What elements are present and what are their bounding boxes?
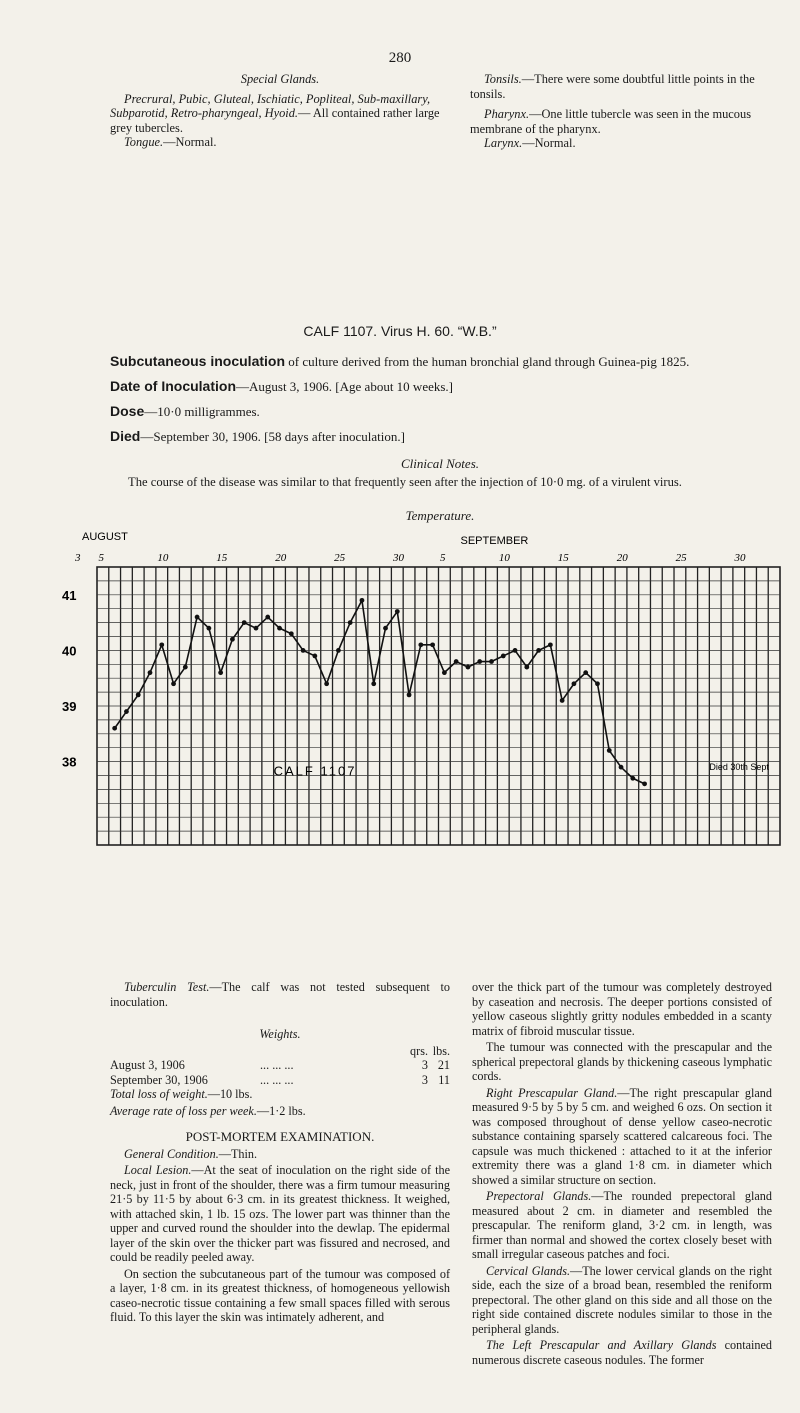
temperature-heading: Temperature. bbox=[405, 508, 475, 523]
general-text: Thin. bbox=[230, 1146, 258, 1161]
temperature-chart bbox=[60, 530, 800, 865]
x-tick-label: 10 bbox=[498, 552, 510, 564]
clinical-text-body: The course of the disease was similar to that frequently seen after the injection of 10·0 mg. of a virulent virus. bbox=[128, 475, 682, 489]
temperature-point bbox=[524, 665, 529, 670]
temperature-point bbox=[395, 609, 400, 614]
temperature-point bbox=[265, 615, 270, 620]
x-tick-label: 25 bbox=[675, 552, 687, 564]
temperature-point bbox=[418, 642, 423, 647]
temperature-point bbox=[195, 615, 200, 620]
weight-row bbox=[110, 1073, 450, 1088]
temperature-point bbox=[360, 598, 365, 603]
temperature-point bbox=[430, 642, 435, 647]
lbs-unit: lbs. bbox=[432, 1043, 450, 1058]
weights-units-row bbox=[110, 1044, 450, 1059]
total-loss-label: Total loss of weight. bbox=[110, 1087, 208, 1101]
local-text: At the seat of inoculation on the right side of the neck, just in front of the shoulder, there was a firm tumour measuring 21·5 by 11·5 by about 6·3 cm. in its greatest thickness. It weighed, with attached skin, 1 lb. 15 ozs. The lower part was thinner than the upper and curved round the shoulder into the dewlap. The epidermal layer of the skin over the thicker part was fissured and necrosed, and could be readily peeled away. bbox=[110, 1163, 451, 1264]
temperature-point bbox=[489, 659, 494, 664]
y-tick-label: 41 bbox=[62, 587, 77, 603]
x-tick-label: 20 bbox=[275, 552, 287, 564]
x-tick-label: 30 bbox=[734, 552, 746, 564]
weight-row bbox=[110, 1058, 450, 1073]
right-prescapular-paragraph: Right Prescapular Gland.—The right prescapular gland measured 9·5 by 5 by 5 cm. and weighed 6 ozs. On section it was composed throughout of dense yellow caseo-necrotic substance containing sparsely scattered calcareous foci. The capsule was much thickened : attached to it at the inferior extremity there was a gland 1·8 cm. in diameter which showed a similar structure on section. bbox=[472, 1085, 772, 1187]
average-loss-value: —1·2 lbs. bbox=[256, 1103, 306, 1118]
temperature-point bbox=[312, 654, 317, 659]
weight-lbs: 21 bbox=[437, 1058, 450, 1072]
glands-text: All contained rather large grey tubercles. bbox=[110, 106, 440, 135]
x-tick-label: 25 bbox=[334, 552, 346, 564]
tumour-paragraph: over the thick part of the tumour was completely destroyed by caseation and necrosis. The deeper portions consisted of yellow caseous slightly gritty nodules embedded in a scanty matrix of fibroid muscular tissue. bbox=[472, 980, 772, 1038]
temperature-point bbox=[230, 637, 235, 642]
temperature-point bbox=[560, 698, 565, 703]
right-prescapular-label: Right Prescapular Gland. bbox=[486, 1085, 618, 1100]
x-tick-label: 5 bbox=[440, 552, 446, 564]
temperature-point bbox=[630, 776, 635, 781]
tonsils-label: Tonsils. bbox=[484, 72, 522, 86]
temperature-point bbox=[477, 659, 482, 664]
larynx-text: Normal. bbox=[534, 136, 576, 151]
local-label: Local Lesion. bbox=[124, 1163, 192, 1177]
case-heading: CALF 1107. Virus H. 60. “W.B.” bbox=[303, 323, 497, 339]
section-paragraph: On section the subcutaneous part of the tumour was composed of a layer, 1·8 cm. in its greatest thickness, of homogeneous yellowish caseo-necrotic tissue containing a few small spaces filled with serous fluid. To this layer the skin was intimately adherent, and bbox=[110, 1266, 450, 1324]
y-tick-label: 39 bbox=[62, 699, 77, 714]
temperature-point bbox=[454, 659, 459, 664]
prepectoral-paragraph: Prepectoral Glands.—The rounded prepectoral gland measured about 2 cm. in diameter and resembled the prescapular. The reniform gland, 3·2 cm. in length, was firmer than normal and showed the cortex closely beset with small irregular caseous patches and foci. bbox=[472, 1189, 772, 1261]
glands-label: Precrural, Pubic, Gluteal, Ischiatic, Popliteal, Sub-maxillary, Subparotid, Retro-pharyngeal, Hyoid. bbox=[110, 91, 431, 121]
x-tick-label: 30 bbox=[392, 552, 404, 564]
qrs-unit: qrs. bbox=[410, 1043, 428, 1058]
connection-paragraph: The tumour was connected with the prescapular and the spherical prepectoral glands by thickening caseous lymphatic cords. bbox=[472, 1040, 772, 1083]
temperature-point bbox=[159, 642, 164, 647]
cervical-paragraph: Cervical Glands.—The lower cervical glands on the right side, each the size of a broad bean, resembled the reniform prepectoral. The other gland on this side and all those on the right side contained discrete nodules similar to those in the peripheral glands. bbox=[472, 1263, 772, 1336]
inoculation-line bbox=[110, 353, 770, 370]
temperature-point bbox=[371, 681, 376, 686]
temperature-point bbox=[548, 642, 553, 647]
temperature-point bbox=[183, 665, 188, 670]
temperature-point bbox=[642, 781, 647, 786]
temperature-point bbox=[112, 726, 117, 731]
tonsils-paragraph: Tonsils.—There were some doubtful little points in the tonsils. bbox=[470, 72, 755, 101]
special-glands-heading: Special Glands. bbox=[240, 72, 320, 86]
dose-line bbox=[110, 403, 770, 420]
tongue-paragraph: Tongue.—Normal. bbox=[124, 135, 217, 150]
temperature-point bbox=[501, 654, 506, 659]
tuberculin-paragraph: Tuberculin Test.—The calf was not tested subsequent to inoculation. bbox=[110, 980, 450, 1009]
y-tick-label: 40 bbox=[62, 643, 77, 659]
y-tick-label: 38 bbox=[62, 754, 77, 770]
temperature-point bbox=[513, 648, 518, 653]
temperature-point bbox=[242, 620, 247, 625]
temperature-point bbox=[442, 670, 447, 675]
tonsils-text: There were some doubtful little points in the tonsils. bbox=[470, 72, 755, 101]
month-label: SEPTEMBER bbox=[460, 535, 529, 547]
clinical-text bbox=[110, 475, 770, 489]
temperature-point bbox=[301, 648, 306, 653]
temperature-point bbox=[171, 681, 176, 686]
right-prescapular-text: The right prescapular gland measured 9·5 by 5 by 5 cm. and weighed 6 ozs. On section it was composed throughout of dense yellow caseo-necrotic substance containing sparsely scattered calcareous foci. The capsule was much thickened : attached to it at the inferior extremity there was a gland 1·8 cm. in diameter which showed a similar structure on section. bbox=[472, 1085, 772, 1187]
pharynx-text: One little tubercle was seen in the mucous membrane of the pharynx. bbox=[470, 107, 752, 136]
x-tick-label: 10 bbox=[157, 552, 169, 564]
total-loss-value: —10 lbs. bbox=[207, 1087, 253, 1101]
month-label: AUGUST bbox=[82, 531, 128, 543]
pharynx-label: Pharynx. bbox=[484, 107, 530, 122]
weights-heading: Weights. bbox=[259, 1027, 301, 1041]
pharynx-paragraph: Pharynx.—One little tubercle was seen in the mucous membrane of the pharynx. bbox=[470, 107, 752, 136]
temperature-point bbox=[536, 648, 541, 653]
weight-dots: ... ... ... bbox=[260, 1058, 294, 1072]
temperature-point bbox=[466, 665, 471, 670]
average-loss-label: Average rate of loss per week. bbox=[110, 1103, 257, 1118]
inoculation-text: of culture derived from the human bronchial gland through Guinea-pig 1825. bbox=[288, 354, 690, 369]
temperature-point bbox=[206, 626, 211, 631]
left-prescapular-paragraph bbox=[472, 1338, 772, 1367]
dose-text: —10·0 milligrammes. bbox=[144, 404, 260, 419]
temperature-point bbox=[289, 631, 294, 636]
death-annotation: Died 30th Sept bbox=[709, 761, 769, 772]
average-loss-line bbox=[110, 1104, 450, 1119]
temperature-point bbox=[124, 709, 129, 714]
tongue-text: Normal. bbox=[175, 135, 217, 150]
lower-right-column bbox=[472, 980, 772, 1369]
temperature-point bbox=[218, 670, 223, 675]
temperature-point bbox=[336, 648, 341, 653]
x-tick-label: 20 bbox=[616, 552, 628, 564]
temperature-point bbox=[324, 681, 329, 686]
cervical-label: Cervical Glands. bbox=[486, 1263, 570, 1278]
temperature-point bbox=[348, 620, 353, 625]
prepectoral-text: The rounded prepectoral gland measured about 2 cm. in diameter and resembled the prescapular. The reniform gland, 3·2 cm. in length, was firmer than normal and showed the cortex closely beset with small irregular caseous patches and foci. bbox=[472, 1189, 772, 1261]
date-label: Date of Inoculation bbox=[110, 378, 236, 394]
larynx-paragraph: Larynx.—Normal. bbox=[484, 136, 576, 151]
post-mortem-heading: POST-MORTEM EXAMINATION. bbox=[185, 1129, 375, 1144]
died-line bbox=[110, 428, 770, 445]
temperature-point bbox=[254, 626, 259, 631]
top-left-column bbox=[110, 72, 450, 150]
temperature-point bbox=[619, 765, 624, 770]
prepectoral-label: Prepectoral Glands. bbox=[486, 1189, 592, 1203]
temperature-point bbox=[572, 681, 577, 686]
temperature-point bbox=[595, 681, 600, 686]
temperature-point bbox=[407, 692, 412, 697]
total-loss-line bbox=[110, 1087, 450, 1102]
larynx-label: Larynx. bbox=[484, 136, 523, 151]
lower-left-column bbox=[110, 980, 450, 1327]
weight-qrs: 3 bbox=[421, 1072, 428, 1087]
temperature-point bbox=[148, 670, 153, 675]
weight-date: August 3, 1906 bbox=[110, 1058, 185, 1072]
clinical-heading: Clinical Notes. bbox=[401, 456, 479, 471]
x-tick-label: 15 bbox=[557, 552, 569, 564]
tuberculin-text: The calf was not tested subsequent to inoculation. bbox=[110, 980, 450, 1009]
temperature-point bbox=[136, 692, 141, 697]
left-prescapular-label: The Left Prescapular and Axillary Glands bbox=[486, 1338, 717, 1352]
weight-lbs: 11 bbox=[438, 1072, 450, 1087]
died-label: Died bbox=[110, 428, 141, 444]
left-prescapular-text: contained numerous discrete caseous nodules. The former bbox=[472, 1338, 772, 1367]
x-tick-label: 5 bbox=[98, 552, 105, 564]
top-right-column bbox=[470, 72, 770, 151]
general-condition: General Condition.—Thin. bbox=[124, 1146, 258, 1161]
temperature-point bbox=[607, 748, 612, 753]
cervical-text: The lower cervical glands on the right side, each the size of a broad bean, resembled the reniform prepectoral. The other gland on this side and all those on the right side contained discrete nodules similar to those in the peripheral glands. bbox=[472, 1263, 772, 1336]
page-number: 280 bbox=[388, 50, 412, 66]
temperature-point bbox=[583, 670, 588, 675]
date-text: —August 3, 1906. [Age about 10 weeks.] bbox=[236, 379, 453, 394]
glands-paragraph: Precrural, Pubic, Gluteal, Ischiatic, Popliteal, Sub-maxillary, Subparotid, Retro-pharyngeal, Hyoid.— All contained rather large grey tubercles. bbox=[110, 91, 440, 135]
weights-table bbox=[110, 1044, 450, 1088]
general-label: General Condition. bbox=[124, 1146, 219, 1161]
date-line bbox=[110, 378, 770, 395]
tuberculin-label: Tuberculin Test. bbox=[124, 980, 210, 994]
calf-annotation: CALF 1107 bbox=[273, 763, 357, 779]
temperature-point bbox=[277, 626, 282, 631]
local-lesion-paragraph: Local Lesion.—At the seat of inoculation on the right side of the neck, just in front of the shoulder, there was a firm tumour measuring 21·5 by 11·5 by about 6·3 cm. in its greatest thickness. It weighed, with attached skin, 1 lb. 15 ozs. The lower part was thinner than the upper and curved round the shoulder into the dewlap. The epidermal layer of the skin over the thicker part was fissured and necrosed, and could be readily peeled away. bbox=[110, 1163, 451, 1264]
temperature-point bbox=[383, 626, 388, 631]
weight-qrs: 3 bbox=[421, 1058, 428, 1072]
tongue-label: Tongue. bbox=[124, 135, 164, 150]
inoculation-label: Subcutaneous inoculation bbox=[110, 353, 286, 369]
x-tick-label: 15 bbox=[216, 552, 228, 564]
dose-label: Dose bbox=[110, 403, 145, 419]
weight-date: September 30, 1906 bbox=[110, 1072, 208, 1087]
weight-dots: ... ... ... bbox=[260, 1072, 294, 1087]
died-text: —September 30, 1906. [58 days after inoculation.] bbox=[140, 429, 405, 444]
temperature-chart-svg bbox=[60, 530, 800, 860]
x-tick-label: 3 bbox=[75, 552, 81, 564]
